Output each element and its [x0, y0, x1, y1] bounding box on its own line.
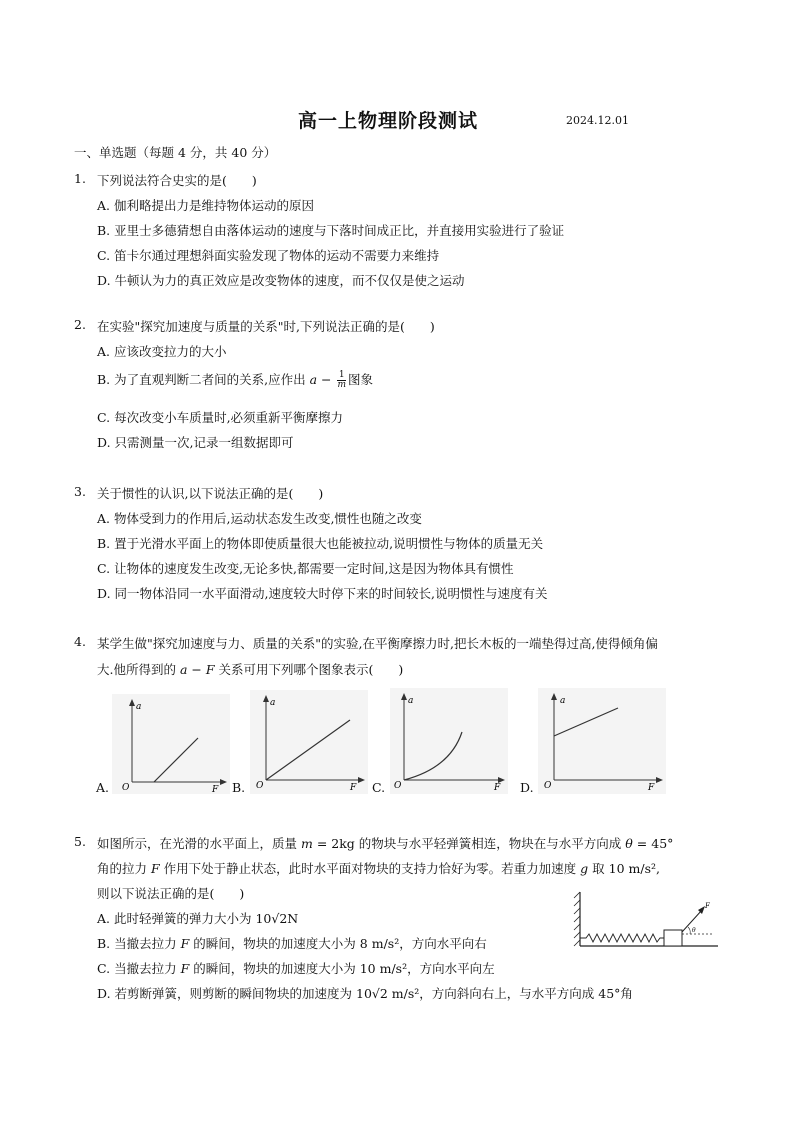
- q4-line-2: [97, 660, 403, 678]
- q5-option-a: A. 此时轻弹簧的弹力大小为 10√2N: [97, 911, 299, 926]
- force-label: F: [705, 902, 710, 910]
- q3-stem: 关于惯性的认识,以下说法正确的是( ): [97, 486, 324, 501]
- formula-mass: m: [301, 836, 313, 851]
- q2-stem: 在实验"探究加速度与质量的关系"时,下列说法正确的是( ): [97, 319, 435, 334]
- q5-spring-block-figure: [572, 888, 722, 956]
- q5-option-d-text-1: D. 若剪断弹簧，则剪断的瞬间物块的加速度为: [97, 986, 353, 1001]
- q1-number: 1.: [74, 171, 86, 186]
- angle-label: θ: [692, 927, 696, 934]
- q5-line-2: 角的拉力 F 作用下处于静止状态，此时水平面对物块的支持力恰好为零。若重力加速度 g 取 10 m/s²,: [97, 861, 661, 876]
- q2-option-b-text: B. 为了直观判断二者间的关系,应作出: [97, 372, 306, 387]
- graph-b-y-label: a: [270, 698, 276, 708]
- graph-b-origin: O: [256, 781, 264, 791]
- formula-g: g: [580, 861, 589, 876]
- q5-line-2b: 作用下处于静止状态，此时水平面对物块的支持力恰好为零。若重力加速度: [163, 861, 577, 876]
- q3-option-d: D. 同一物体沿同一水平面滑动,速度较大时停下来的时间较长,说明惯性与速度有关: [97, 586, 548, 601]
- q5-option-b-text-2: 的瞬间，物块的加速度大小为: [193, 936, 356, 951]
- q3-option-a: A. 物体受到力的作用后,运动状态发生改变,惯性也随之改变: [97, 511, 422, 526]
- q5-option-c: C. 当撤去拉力 F 的瞬间，物块的加速度大小为 10 m/s²，方向水平向左: [97, 961, 495, 976]
- graph-label-c: C.: [372, 780, 386, 795]
- q2-option-b: B. 为了直观判断二者间的关系,应作出 a − $\frac{1}{m}$ 图象: [97, 370, 374, 390]
- formula-a: a: [309, 372, 318, 387]
- graph-c-y-label: a: [408, 696, 414, 706]
- q5-line-1: 如图所示，在光滑的水平面上，质量 m = 2kg 的物块与水平轻弹簧相连，物块在与水平方向成 θ = 45°: [97, 836, 674, 851]
- q2-option-a: A. 应该改变拉力的大小: [97, 344, 227, 359]
- graph-a-origin: O: [122, 783, 130, 793]
- graph-a: [112, 694, 230, 794]
- graph-a-x-label: F: [212, 785, 219, 794]
- q1-option-b: B. 亚里士多德猜想自由落体运动的速度与下落时间成正比，并直接用实验进行了验证: [97, 223, 565, 238]
- graph-b-x-label: F: [350, 783, 357, 793]
- exam-date: 2024.12.01: [566, 114, 629, 127]
- graph-d-origin: O: [544, 781, 552, 791]
- graph-d-y-label: a: [560, 696, 566, 706]
- q1-option-d: D. 牛顿认为力的真正效应是改变物体的速度，而不仅仅是使之运动: [97, 273, 465, 288]
- graph-d: [538, 688, 666, 794]
- q5-option-b-text-3: ，方向水平向右: [399, 936, 487, 951]
- graph-a-y-label: a: [136, 702, 142, 712]
- q4-number: 4.: [74, 634, 86, 649]
- q4-line-2a: 大.他所得到的: [97, 662, 176, 677]
- q5-option-c-text-1: C. 当撤去拉力: [97, 961, 177, 976]
- graph-label-a: A.: [96, 780, 110, 795]
- q2-option-c: C. 每次改变小车质量时,必须重新平衡摩擦力: [97, 410, 344, 425]
- graph-label-b: B.: [232, 780, 246, 795]
- q5-option-b: B. 当撤去拉力 F 的瞬间，物块的加速度大小为 8 m/s²，方向水平向右: [97, 936, 487, 951]
- q4-line-2b: 关系可用下列哪个图象表示( ): [218, 662, 404, 677]
- q2-option-d: D. 只需测量一次,记录一组数据即可: [97, 435, 294, 450]
- block: [664, 930, 682, 946]
- q5-option-b-text-1: B. 当撤去拉力: [97, 936, 177, 951]
- q5-line-1b: 的物块与水平轻弹簧相连，物块在与水平方向成: [358, 836, 622, 851]
- q1-stem: 下列说法符合史实的是( ): [97, 173, 257, 188]
- q5-line-2c: 取: [592, 861, 605, 876]
- graph-d-x-label: F: [648, 783, 655, 793]
- q5-option-c-text-2: 的瞬间，物块的加速度大小为: [193, 961, 356, 976]
- q3-option-c: C. 让物体的速度发生改变,无论多快,都需要一定时间,这是因为物体具有惯性: [97, 561, 514, 576]
- q1-option-a: A. 伽利略提出力是维持物体运动的原因: [97, 198, 314, 213]
- formula-F: F: [151, 861, 160, 876]
- q1-option-c: C. 笛卡尔通过理想斜面实验发现了物体的运动不需要力来维持: [97, 248, 440, 263]
- fraction-1-over-m: $\frac{1}{m}$: [337, 370, 347, 390]
- wall-hatching: [574, 892, 580, 946]
- section-heading: 一、单选题（每题 4 分，共 40 分）: [74, 145, 277, 160]
- q2-number: 2.: [74, 317, 86, 332]
- page-title: 高一上物理阶段测试: [298, 110, 479, 132]
- formula-a-minus-f: a − F: [179, 662, 215, 677]
- graph-label-d: D.: [520, 780, 534, 795]
- graph-c-origin: O: [394, 781, 402, 791]
- q5-line-3: 则以下说法正确的是( ): [97, 886, 245, 901]
- graph-c: [390, 688, 508, 794]
- q5-option-d: D. 若剪断弹簧，则剪断的瞬间物块的加速度为 10√2 m/s²，方向斜向右上，与水平方向成 45°角: [97, 986, 633, 1001]
- q2-option-b-tail: 图象: [348, 372, 374, 387]
- q5-line-1a: 如图所示，在光滑的水平面上，质量: [97, 836, 298, 851]
- graph-b: [250, 690, 368, 794]
- q5-option-a-text: A. 此时轻弹簧的弹力大小为: [97, 911, 252, 926]
- q5-line-2a: 角的拉力: [97, 861, 148, 876]
- q5-option-d-text-2: ，方向斜向右上，与水平方向成 45°角: [419, 986, 633, 1001]
- spring: [580, 934, 664, 942]
- angle-arc: [688, 927, 690, 934]
- q4-line-1: 某学生做"探究加速度与力、质量的关系"的实验,在平衡摩擦力时,把长木板的一端垫得过高,使得倾角偏: [97, 636, 658, 651]
- q3-number: 3.: [74, 484, 86, 499]
- q5-number: 5.: [74, 834, 86, 849]
- q3-option-b: B. 置于光滑水平面上的物体即使质量很大也能被拉动,说明惯性与物体的质量无关: [97, 536, 544, 551]
- formula-theta: θ: [625, 836, 633, 851]
- q5-option-c-text-3: ，方向水平向左: [407, 961, 495, 976]
- graph-c-x-label: F: [494, 783, 501, 793]
